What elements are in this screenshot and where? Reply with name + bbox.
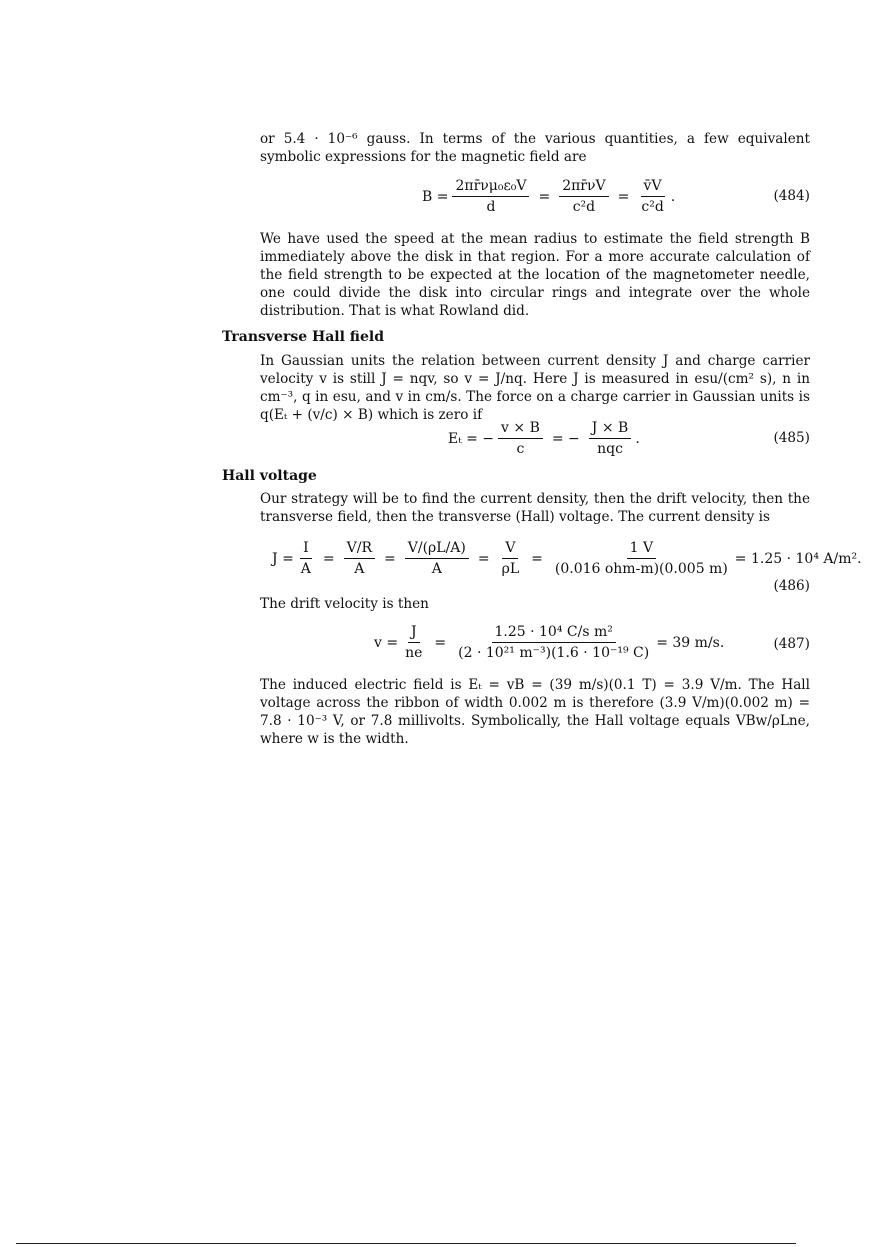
heading-transverse-hall-field: Transverse Hall field: [222, 329, 384, 345]
eq484-f3-num: v̄V: [641, 178, 665, 197]
eq485-tail: .: [635, 430, 640, 447]
eq484-fraction-3: [638, 178, 666, 215]
eq485-f1-num: v × B: [498, 420, 543, 439]
eq486-f3-den: A: [431, 561, 442, 577]
eq486-fraction-1: [298, 540, 314, 577]
eq484-fraction-1: [452, 178, 529, 215]
eq487-f2-den: (2 · 10²¹ m⁻³)(1.6 · 10⁻¹⁹ C): [458, 645, 650, 661]
eq484-fraction-2: [559, 178, 608, 215]
eq486-f4-num: V: [502, 540, 518, 559]
eq485-f1-den: c: [516, 441, 525, 457]
paragraph-strategy: Our strategy will be to find the current density, then the drift velocity, then the transverse field, then the transverse (Hall) voltage. The current density is: [260, 491, 810, 525]
eq486-fraction-3: [405, 540, 469, 577]
eq486-fraction-5: [552, 540, 731, 577]
eq487-tail: = 39 m/s.: [656, 634, 725, 651]
eq484-f2-den: c²d: [572, 199, 596, 215]
eq485-lhs: Eₜ = −: [448, 430, 495, 447]
eq486-tail: = 1.25 · 10⁴ A/m².: [734, 550, 862, 567]
paragraph-hall-voltage-result: The induced electric field is Eₜ = vB = (39 m/s)(0.1 T) = 3.9 V/m. The Hall voltage across the ribbon of width 0.002 m is therefore (3.9 V/m)(0.002 m) = 7.8 · 10⁻³ V, or 7.8 millivolts. Symbolically, the Hall voltage equals VBw/ρLne, where w is the width.: [260, 677, 810, 747]
eq484-f3-den: c²d: [641, 199, 664, 215]
paragraph-drift-velocity: The drift velocity is then: [260, 596, 429, 612]
eq484-f1-den: d: [486, 199, 496, 215]
eq485-mid: = −: [551, 430, 580, 447]
eq486-f2-den: A: [354, 561, 365, 577]
eq486-f5-den: (0.016 ohm-m)(0.005 m): [554, 561, 728, 577]
eq486-fraction-2: [344, 540, 375, 577]
eq486-fraction-4: [499, 540, 523, 577]
eq487-f1-num: J: [408, 624, 420, 643]
paragraph-gaussian-units: In Gaussian units the relation between current density J and charge carrier velocity v is still J = nqv, so v = J/nq. Here J is measured in esu/(cm² s), n in cm⁻³, q in esu, and v in cm/s. The force on a charge carrier in Gaussian units is q(Eₜ + (v/c) × B) which is zero if: [260, 353, 810, 423]
equation-486: J = $\frac{I}{A}$ = $\frac{V/R}{A}$ = $\frac{V/(\rho L/A)}{A}$ = $\frac{V}{\rho L}$ = $\frac{1 V}{\text{(0.016 ohm-m)(0.005 m)}}$ = 1.25 · 10⁴ A/m².: [272, 540, 862, 577]
eq487-fraction-2: [455, 624, 652, 661]
eq486-f4-den: ρL: [501, 561, 520, 577]
eq485-fraction-2: [589, 420, 632, 457]
eq486-f3-num: V/(ρL/A): [405, 540, 469, 559]
eq487-f2-num: 1.25 · 10⁴ C/s m²: [492, 624, 616, 643]
eq487-f1-den: ne: [405, 645, 423, 661]
eq484-f2-num: 2πr̄νV: [559, 178, 608, 197]
equation-485: [448, 420, 640, 457]
eq487-lhs: v =: [374, 634, 399, 651]
paragraph-mean-radius: We have used the speed at the mean radius to estimate the field strength B immediately above the disk in that region. For a more accurate calculation of the field strength to be expected at the location of the magnetometer needle, one could divide the disk into circular rings and integrate over the whole distribution. That is what Rowland did.: [260, 231, 810, 319]
eq486-f1-den: A: [300, 561, 311, 577]
equation-484: B = $\frac{\text{2πr̄νμ₀ε₀V}}{d}$ = $\frac{2\pi r̄\nu V}{\text{c²d}}$ = $\frac{v̄V}{\text{c²d}}$ .: [422, 178, 676, 215]
equation-487: v = $\frac{J}{ne}$ = $\frac{\text{1.25 · 10⁴ C/s m²}}{\text{(2 · 10²¹ m⁻³)(1.6 · 10⁻¹⁹ C)}}$ = 39 m/s.: [374, 624, 725, 661]
eq484-f1-num: 2πr̄νμ₀ε₀V: [452, 178, 529, 197]
eq486-f5-num: 1 V: [627, 540, 656, 559]
eq484-lhs: B =: [422, 188, 449, 205]
eq485-fraction-1: [498, 420, 543, 457]
eq485-number: (485): [773, 430, 810, 446]
eq487-number: (487): [773, 636, 810, 652]
heading-hall-voltage: Hall voltage: [222, 468, 317, 484]
eq486-f2-num: V/R: [344, 540, 375, 559]
paragraph-intro: or 5.4 · 10⁻⁶ gauss. In terms of the various quantities, a few equivalent symbolic expressions for the magnetic field are: [260, 131, 810, 165]
eq486-number: (486): [773, 578, 810, 594]
eq484-tail: .: [670, 188, 676, 205]
eq486-lhs: J =: [272, 550, 294, 567]
footer-divider: [16, 1243, 796, 1244]
eq485-f2-den: nqc: [597, 441, 623, 457]
eq485-f2-num: J × B: [589, 420, 632, 439]
eq484-number: (484): [773, 188, 810, 204]
eq487-fraction-1: [402, 624, 425, 661]
eq486-f1-num: I: [300, 540, 312, 559]
